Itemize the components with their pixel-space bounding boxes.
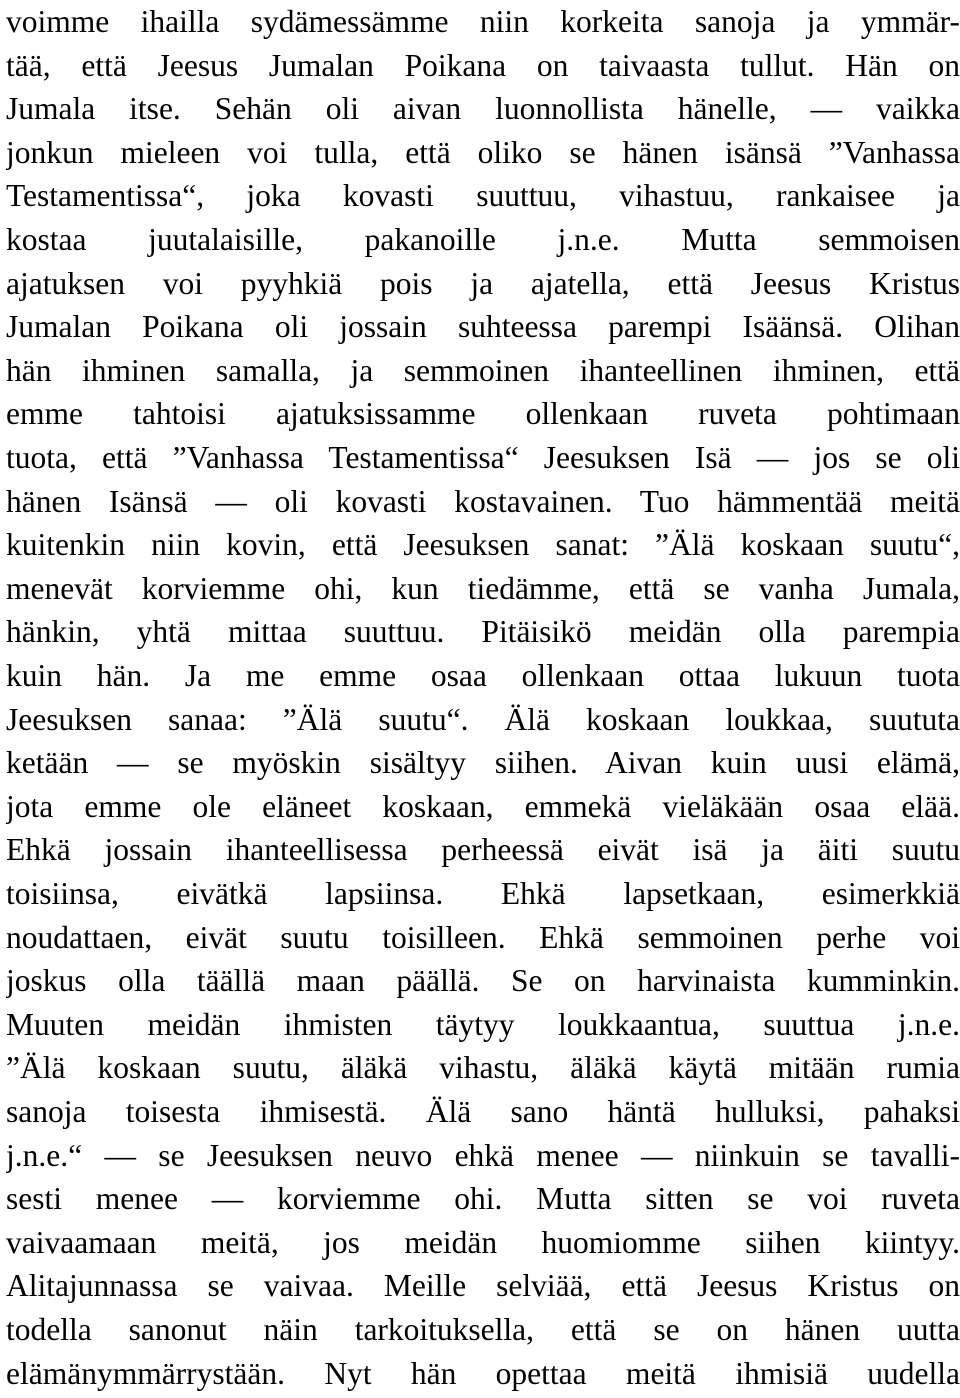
text-line: joskus olla täällä maan päällä. Se on harvinaista kumminkin. xyxy=(6,963,960,999)
text-line: hänkin, yhtä mittaa suuttuu. Pitäisikö meidän olla parempia xyxy=(6,614,960,650)
text-line: ”Älä koskaan suutu, äläkä vihastu, äläkä käytä mitään rumia xyxy=(6,1050,960,1086)
text-line: tuota, että ”Vanhassa Testamentissa“ Jeesuksen Isä — jos se oli xyxy=(6,440,960,475)
text-line: sanoja toisesta ihmisestä. Älä sano häntä hulluksi, pahaksi xyxy=(6,1094,960,1129)
text-line: Jumalan Poikana oli jossain suhteessa parempi Isäänsä. Olihan xyxy=(6,309,960,345)
text-line: ajatuksen voi pyyhkiä pois ja ajatella, että Jeesus Kristus xyxy=(6,265,960,301)
text-line: Muuten meidän ihmisten täytyy loukkaantua, suuttua j.n.e. xyxy=(6,1006,960,1042)
text-line: toisiinsa, eivätkä lapsiinsa. Ehkä lapsetkaan, esimerkkiä xyxy=(6,876,960,911)
text-line: hän ihminen samalla, ja semmoinen ihanteellinen ihminen, että xyxy=(6,352,960,388)
text-line: todella sanonut näin tarkoituksella, että se on hänen uutta xyxy=(6,1312,960,1347)
text-line: Testamentissa“, joka kovasti suuttuu, vihastuu, rankaisee ja xyxy=(6,178,960,214)
text-line: Jeesuksen sanaa: ”Älä suutu“. Älä koskaan loukkaa, suututa xyxy=(6,701,960,737)
text-line: kuitenkin niin kovin, että Jeesuksen sanat: ”Älä koskaan suutu“, xyxy=(6,527,960,563)
text-line: kostaa juutalaisille, pakanoille j.n.e. Mutta semmoisen xyxy=(6,222,960,257)
text-line: menevät korviemme ohi, kun tiedämme, että se vanha Jumala, xyxy=(6,570,960,606)
text-line: hänen Isänsä — oli kovasti kostavainen. Tuo hämmentää meitä xyxy=(6,483,960,519)
text-line: jota emme ole eläneet koskaan, emmekä vieläkään osaa elää. xyxy=(6,788,960,824)
document-page xyxy=(6,0,960,1398)
text-line: elämänymmärrystään. Nyt hän opettaa meitä ihmisiä uudella xyxy=(6,1355,960,1391)
text-line: emme tahtoisi ajatuksissamme ollenkaan ruveta pohtimaan xyxy=(6,396,960,432)
text-line: sesti menee — korviemme ohi. Mutta sitten se voi ruveta xyxy=(6,1181,960,1217)
text-line: voimme ihailla sydämessämme niin korkeita sanoja ja ymmär- xyxy=(6,4,960,39)
text-line: vaivaamaan meitä, jos meidän huomiomme siihen kiintyy. xyxy=(6,1224,960,1260)
text-line: jonkun mieleen voi tulla, että oliko se hänen isänsä ”Vanhassa xyxy=(6,134,960,170)
text-line: kuin hän. Ja me emme osaa ollenkaan ottaa lukuun tuota xyxy=(6,658,960,693)
text-line: j.n.e.“ — se Jeesuksen neuvo ehkä menee — niinkuin se tavalli- xyxy=(6,1137,960,1173)
text-line: Ehkä jossain ihanteellisessa perheessä eivät isä ja äiti suutu xyxy=(6,832,960,868)
text-line: noudattaen, eivät suutu toisilleen. Ehkä semmoinen perhe voi xyxy=(6,919,960,955)
text-line: Alitajunnassa se vaivaa. Meille selviää, että Jeesus Kristus on xyxy=(6,1268,960,1304)
text-line: tää, että Jeesus Jumalan Poikana on taivaasta tullut. Hän on xyxy=(6,47,960,83)
text-line: Jumala itse. Sehän oli aivan luonnollista hänelle, — vaikka xyxy=(6,91,960,127)
text-line: ketään — se myöskin sisältyy siihen. Aivan kuin uusi elämä, xyxy=(6,745,960,781)
